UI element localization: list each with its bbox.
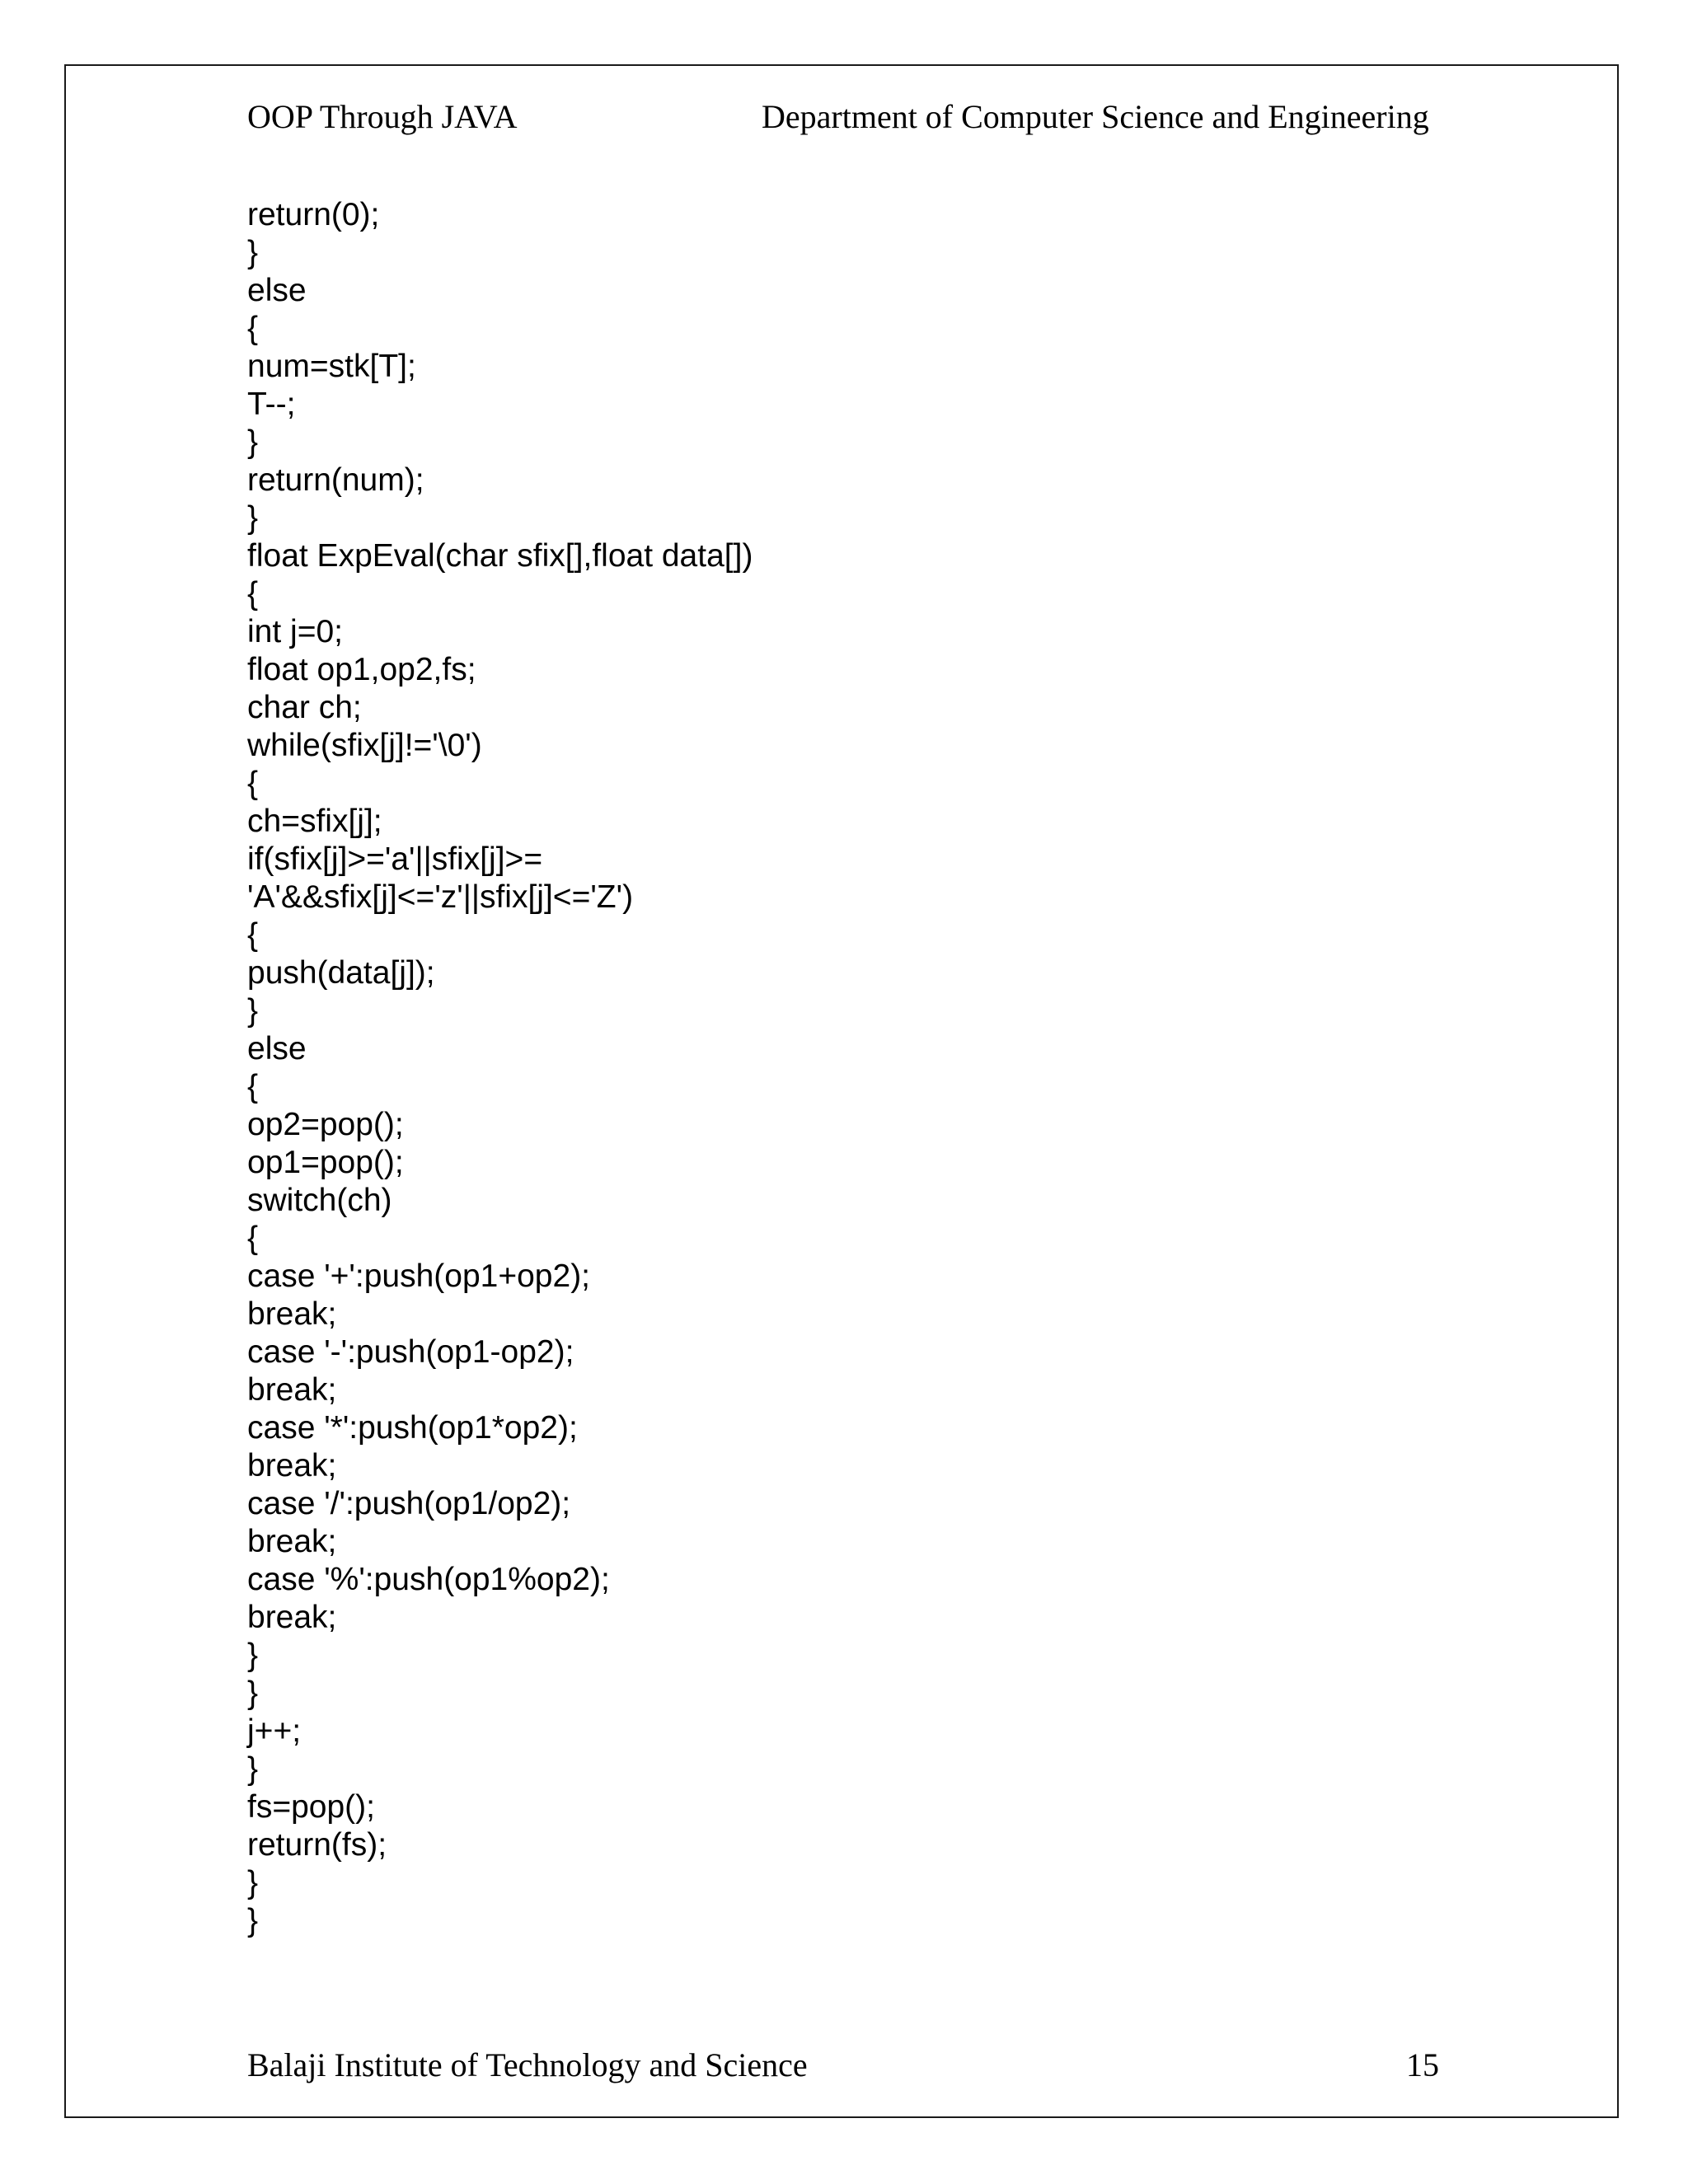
code-line: T--; [247,387,296,422]
code-line: switch(ch) [247,1183,392,1218]
code-line: } [247,1675,259,1711]
code-line: case '%':push(op1%op2); [247,1562,610,1597]
code-line: return(num); [247,462,424,498]
code-line: case '*':push(op1*op2); [247,1410,578,1446]
code-line: case '/':push(op1/op2); [247,1486,571,1521]
code-line: int j=0; [247,614,343,649]
code-listing [247,196,753,1940]
code-line: } [247,424,259,460]
code-line: char ch; [247,690,362,725]
code-line: push(data[j]); [247,955,435,991]
code-line: while(sfix[j]!='\0') [247,728,482,763]
code-line: { [247,1069,259,1104]
code-line: } [247,1865,259,1900]
code-line: return(0); [247,197,380,232]
code-line: return(fs); [247,1827,387,1863]
code-line: case '-':push(op1-op2); [247,1334,574,1370]
code-line: else [247,273,307,308]
code-line: else [247,1031,307,1066]
code-line: fs=pop(); [247,1789,375,1825]
code-line: break; [247,1448,337,1483]
code-line: float op1,op2,fs; [247,652,476,687]
code-line: } [247,1638,259,1673]
code-line: } [247,500,259,536]
code-line: op2=pop(); [247,1107,404,1142]
code-line: ch=sfix[j]; [247,804,382,839]
code-line: float ExpEval(char sfix[],float data[]) [247,538,753,574]
code-line: { [247,766,259,801]
code-line: 'A'&&sfix[j]<='z'||sfix[j]<='Z') [247,879,634,915]
code-line: num=stk[T]; [247,349,416,384]
code-line: break; [247,1600,337,1635]
code-line: { [247,1221,259,1256]
code-line: case '+':push(op1+op2); [247,1258,591,1294]
page-number: 15 [1406,2046,1439,2083]
code-line: break; [247,1372,337,1408]
header-department: Department of Computer Science and Engineering [762,98,1429,135]
code-line: if(sfix[j]>='a'||sfix[j]>= [247,841,543,877]
code-line: break; [247,1524,337,1559]
code-line: } [247,993,259,1029]
footer-institution: Balaji Institute of Technology and Science [247,2046,808,2083]
header-course-title: OOP Through JAVA [247,98,518,135]
code-line: op1=pop(); [247,1145,404,1180]
code-line: { [247,576,259,612]
code-line: j++; [247,1713,302,1749]
code-line: } [247,1903,259,1938]
code-line: { [247,311,259,346]
code-line: } [247,1751,259,1787]
code-line: break; [247,1296,337,1332]
code-line: } [247,235,259,270]
code-line: { [247,917,259,953]
